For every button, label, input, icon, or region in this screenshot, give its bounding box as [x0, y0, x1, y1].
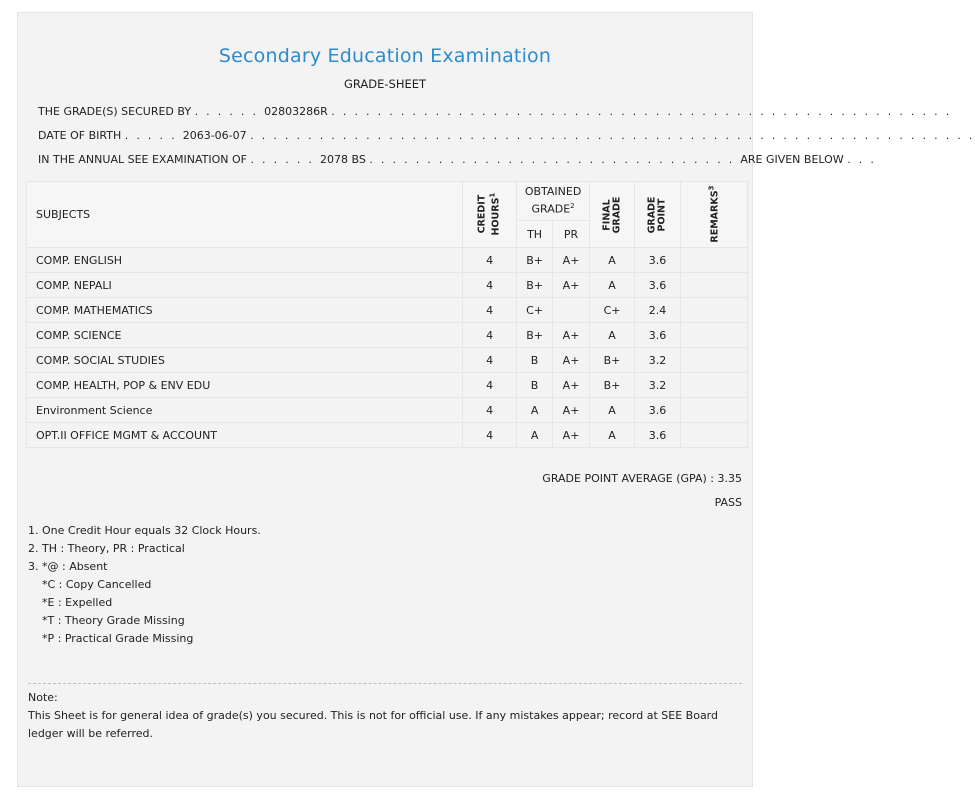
credit-cell: 4 [463, 248, 517, 273]
practical-grade-cell: A+ [553, 348, 590, 373]
exam-suffix: ARE GIVEN BELOW [740, 153, 844, 166]
practical-grade-cell: A+ [553, 373, 590, 398]
credit-hours-header: CREDIT HOURS$^1$ [463, 182, 517, 248]
practical-grade-cell: A+ [553, 248, 590, 273]
theory-grade-cell: B [517, 348, 553, 373]
final-grade-cell: A [590, 273, 635, 298]
remarks-header: REMARKS$^3$ [680, 182, 747, 248]
footnote-credit: 1. One Credit Hour equals 32 Clock Hours. [28, 524, 261, 537]
footnote-theory-missing: *T : Theory Grade Missing [42, 614, 185, 627]
theory-grade-cell: B [517, 373, 553, 398]
credit-cell: 4 [463, 348, 517, 373]
final-grade-cell: B+ [590, 348, 635, 373]
table-row [27, 323, 748, 348]
table-row [27, 348, 748, 373]
remarks-cell [680, 323, 747, 348]
divider [28, 683, 742, 684]
table-row [27, 248, 748, 273]
remarks-cell [680, 298, 747, 323]
gpa-summary: GRADE POINT AVERAGE (GPA) : 3.35 [542, 472, 742, 485]
dob-label: DATE OF BIRTH [38, 129, 122, 142]
subject-cell: OPT.II OFFICE MGMT & ACCOUNT [27, 423, 463, 448]
result-status: PASS [714, 496, 742, 509]
subject-cell: COMP. ENGLISH [27, 248, 463, 273]
table-row [27, 273, 748, 298]
theory-grade-cell: B+ [517, 248, 553, 273]
subject-cell: COMP. SOCIAL STUDIES [27, 348, 463, 373]
exam-label: IN THE ANNUAL SEE EXAMINATION OF [38, 153, 247, 166]
remarks-cell [680, 273, 747, 298]
theory-grade-cell: B+ [517, 273, 553, 298]
practical-grade-cell: A+ [553, 423, 590, 448]
final-grade-cell: A [590, 423, 635, 448]
subjects-header: SUBJECTS [27, 182, 463, 248]
footnote-absent: 3. *@ : Absent [28, 560, 108, 573]
credit-cell: 4 [463, 323, 517, 348]
final-grade-header: FINAL GRADE [590, 182, 635, 248]
practical-grade-cell: A+ [553, 273, 590, 298]
symbol-number: 02803286R [264, 105, 328, 118]
credit-cell: 4 [463, 373, 517, 398]
footnote-expelled: *E : Expelled [42, 596, 113, 609]
obtained-grade-header: OBTAINED GRADE$^2$ [517, 182, 590, 221]
footnote-practical-missing: *P : Practical Grade Missing [42, 632, 194, 645]
dob-value: 2063-06-07 [182, 129, 247, 142]
footnotes [28, 522, 261, 648]
credit-cell: 4 [463, 398, 517, 423]
practical-header: PR [553, 221, 590, 248]
footnote-copy-cancelled: *C : Copy Cancelled [42, 578, 152, 591]
remarks-cell [680, 398, 747, 423]
final-grade-cell: B+ [590, 373, 635, 398]
theory-grade-cell: B+ [517, 323, 553, 348]
theory-grade-cell: A [517, 423, 553, 448]
practical-grade-cell: A+ [553, 398, 590, 423]
grade-point-cell: 3.2 [635, 348, 681, 373]
grade-sheet-panel [17, 12, 975, 787]
theory-grade-cell: A [517, 398, 553, 423]
page-title: Secondary Education Examination [218, 45, 552, 67]
credit-cell: 4 [463, 298, 517, 323]
grade-point-cell: 3.6 [635, 398, 681, 423]
subject-cell: COMP. HEALTH, POP & ENV EDU [27, 373, 463, 398]
table-row [27, 373, 748, 398]
note-label: Note: [28, 691, 58, 704]
theory-grade-cell: C+ [517, 298, 553, 323]
dob-line: DATE OF BIRTH . . . . . 2063-06-07 . . . . . . . . . . . . . . . . . . . . . . . . . . . . . . . . . . . . . . . . . . . . . . . . . . . . . . . . . . . . . . . [38, 129, 975, 142]
remarks-cell [680, 373, 747, 398]
final-grade-cell: A [590, 398, 635, 423]
table-row [27, 398, 748, 423]
subject-cell: Environment Science [27, 398, 463, 423]
footnote-th-pr: 2. TH : Theory, PR : Practical [28, 542, 185, 555]
practical-grade-cell: A+ [553, 323, 590, 348]
secured-by-label: THE GRADE(S) SECURED BY [38, 105, 192, 118]
grade-point-cell: 3.6 [635, 273, 681, 298]
practical-grade-cell [553, 298, 590, 323]
subject-cell: COMP. MATHEMATICS [27, 298, 463, 323]
exam-year: 2078 BS [320, 153, 366, 166]
grade-point-header: GRADE POINT [635, 182, 681, 248]
grade-point-cell: 3.6 [635, 423, 681, 448]
final-grade-cell: A [590, 248, 635, 273]
grades-table [26, 181, 748, 448]
remarks-cell [680, 423, 747, 448]
subject-cell: COMP. SCIENCE [27, 323, 463, 348]
note-text: This Sheet is for general idea of grade(s) you secured. This is not for official use. If any mistakes appear; record at SEE Board ledger will be referred. [28, 709, 718, 740]
grade-point-cell: 3.6 [635, 248, 681, 273]
exam-line: IN THE ANNUAL SEE EXAMINATION OF . . . . . . 2078 BS . . . . . . . . . . . . . . . . . . . . . . . . . . . . . . . . ARE GIVEN BELOW . . . [38, 153, 877, 166]
final-grade-cell: C+ [590, 298, 635, 323]
page-subtitle: GRADE-SHEET [343, 77, 427, 91]
credit-cell: 4 [463, 423, 517, 448]
remarks-cell [680, 248, 747, 273]
grade-point-cell: 3.6 [635, 323, 681, 348]
disclaimer-note [28, 689, 744, 743]
grade-rows [27, 248, 748, 448]
table-row [27, 423, 748, 448]
credit-cell: 4 [463, 273, 517, 298]
table-row [27, 298, 748, 323]
remarks-cell [680, 348, 747, 373]
secured-by-line: THE GRADE(S) SECURED BY . . . . . . 02803286R . . . . . . . . . . . . . . . . . . . . . . . . . . . . . . . . . . . . . . . . . . . . . . . . . . . . . . [38, 105, 952, 118]
theory-header: TH [517, 221, 553, 248]
grade-point-cell: 3.2 [635, 373, 681, 398]
final-grade-cell: A [590, 323, 635, 348]
subject-cell: COMP. NEPALI [27, 273, 463, 298]
grade-point-cell: 2.4 [635, 298, 681, 323]
